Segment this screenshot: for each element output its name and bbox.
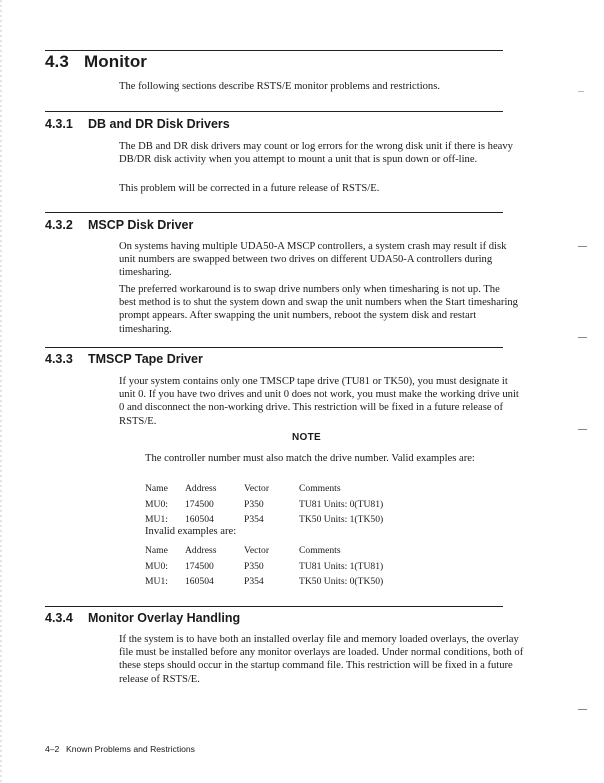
table-cell: TK50 Units: 1(TK50) <box>299 514 384 526</box>
table-cell: 174500 <box>185 560 214 572</box>
table-row <box>145 559 439 575</box>
table-cell: P354 <box>244 514 264 526</box>
valid-examples-table <box>145 481 439 528</box>
table-header-row <box>145 543 439 559</box>
table-header: Comments <box>299 545 341 557</box>
table-cell: P350 <box>244 560 264 572</box>
subsection-number: 4.3.4 <box>45 611 73 625</box>
table-header: Vector <box>244 483 270 495</box>
table-cell: MU0: <box>145 560 168 572</box>
margin-mark <box>578 337 587 338</box>
table-cell: 160504 <box>185 514 214 526</box>
table-header: Address <box>185 483 217 495</box>
table-cell: P354 <box>244 576 264 588</box>
section-number: 4.3 <box>45 52 69 71</box>
margin-mark <box>578 709 587 710</box>
section-heading <box>45 52 147 72</box>
scan-edge <box>0 0 2 783</box>
table-header: Name <box>145 483 168 495</box>
subsection-title: Monitor Overlay Handling <box>88 611 241 625</box>
paragraph: On systems having multiple UDA50-A MSCP controllers, a system crash may result if disk unit numbers are swapped between two drives on different UDA50-A controllers during timesharing. <box>119 241 507 279</box>
subsection-rule <box>45 111 503 112</box>
table-row <box>145 574 439 590</box>
subsection-title: TMSCP Tape Driver <box>88 352 203 366</box>
paragraph: The DB and DR disk drivers may count or log errors for the wrong disk unit if there is heavy DB/DR disk activity when you attempt to mount a unit that is spun down or off-line. <box>119 141 513 166</box>
table-cell: 174500 <box>185 498 214 510</box>
section-title: Monitor <box>84 52 148 71</box>
subsection-rule <box>45 606 503 607</box>
table-cell: MU0: <box>145 498 168 510</box>
section-rule <box>45 50 503 51</box>
subsection-heading <box>45 352 203 366</box>
subsection-rule <box>45 347 503 348</box>
margin-mark <box>578 91 584 92</box>
table-row <box>145 497 439 513</box>
page-number: 4–2 <box>45 744 60 754</box>
footer-title: Known Problems and Restrictions <box>66 744 195 754</box>
table-cell: TK50 Units: 0(TK50) <box>299 576 384 588</box>
subsection-rule <box>45 212 503 213</box>
margin-mark <box>578 246 587 247</box>
table-cell: P350 <box>244 498 264 510</box>
table-cell: MU1: <box>145 576 168 588</box>
subsection-heading <box>45 218 193 232</box>
table-header: Name <box>145 545 168 557</box>
table-cell: 160504 <box>185 576 214 588</box>
page-footer <box>45 744 195 754</box>
table-header: Address <box>185 545 217 557</box>
margin-mark <box>578 429 587 430</box>
table-header-row <box>145 481 439 497</box>
paragraph: If your system contains only one TMSCP tape drive (TU81 or TK50), you must designate it unit 0. If you have two drives and unit 0 does not work, you must make the working drive unit 0 and disconnect the non-working drive. This restriction will be fixed in a future release of RSTS/E. <box>119 376 519 427</box>
invalid-examples-label: Invalid examples are: <box>145 526 237 537</box>
section-intro: The following sections describe RSTS/E monitor problems and restrictions. <box>119 81 440 92</box>
subsection-number: 4.3.3 <box>45 352 73 366</box>
subsection-number: 4.3.2 <box>45 218 73 232</box>
table-header: Vector <box>244 545 270 557</box>
note-text: The controller number must also match the drive number. Valid examples are: <box>145 453 475 464</box>
table-cell: MU1: <box>145 514 168 526</box>
subsection-number: 4.3.1 <box>45 117 73 131</box>
paragraph: The preferred workaround is to swap drive numbers only when timesharing is not up. The best method is to shut the system down and swap the unit numbers when the Start timesharing prompt appears. After swapping the unit numbers, reboot the system disk and restart timesharing. <box>119 284 518 335</box>
invalid-examples-table <box>145 543 439 590</box>
table-cell: TU81 Units: 1(TU81) <box>299 560 384 572</box>
subsection-title: MSCP Disk Driver <box>88 218 194 232</box>
note-title: NOTE <box>292 432 321 443</box>
table-cell: TU81 Units: 0(TU81) <box>299 498 384 510</box>
table-header: Comments <box>299 483 341 495</box>
subsection-heading <box>45 117 230 131</box>
subsection-title: DB and DR Disk Drivers <box>88 117 230 131</box>
subsection-heading <box>45 611 240 625</box>
paragraph: If the system is to have both an installed overlay file and memory loaded overlays, the overlay file must be installed before any monitor overlays are loaded. Under normal conditions, both of these steps should occur in the startup command file. This restriction will be fixed in a future release of RSTS/E. <box>119 634 524 685</box>
paragraph: This problem will be corrected in a future release of RSTS/E. <box>119 183 380 194</box>
